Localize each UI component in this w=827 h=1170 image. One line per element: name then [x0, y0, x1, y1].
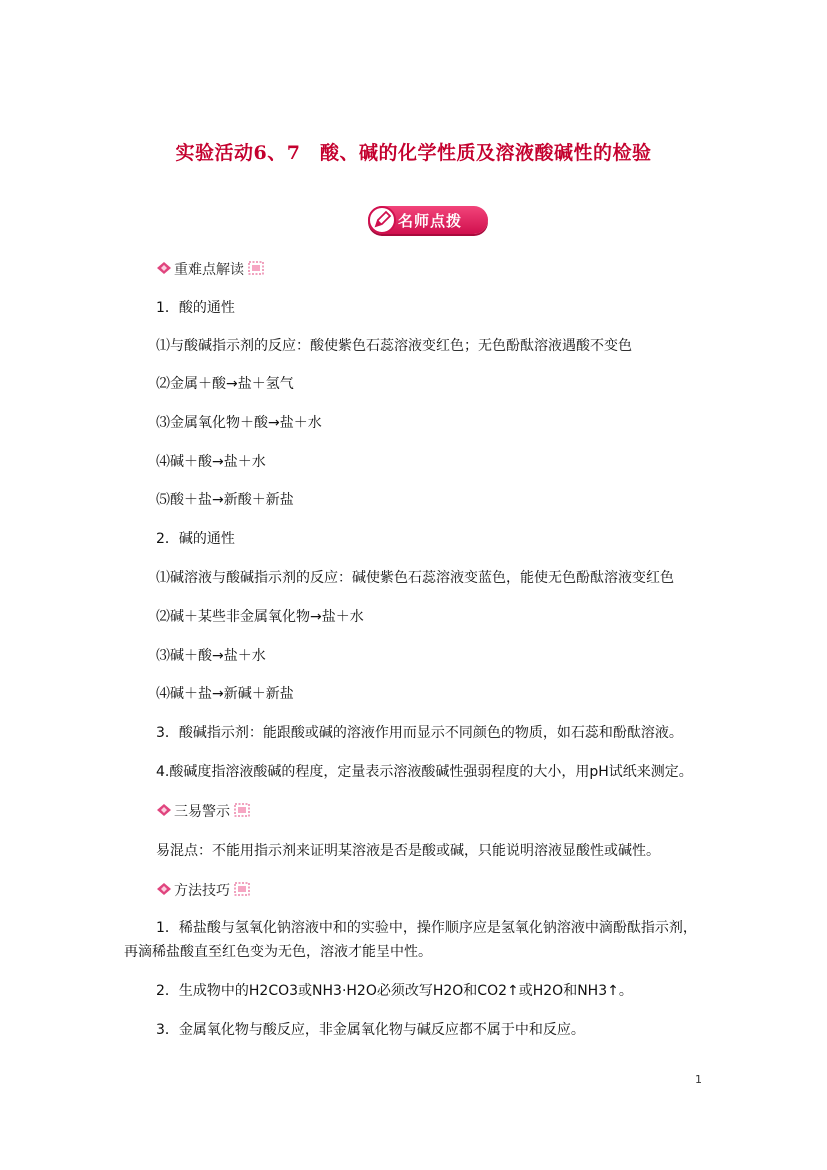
text-line: ⑷碱＋盐→新碱＋新盐 — [156, 686, 294, 702]
text-line: ⑶金属氧化物＋酸→盐＋水 — [156, 415, 322, 431]
text-line: 3．酸碱指示剂：能跟酸或碱的溶液作用而显示不同颜色的物质，如石蕊和酚酞溶液。 — [156, 725, 683, 741]
text-line: 3．金属氧化物与酸反应，非金属氧化物与碱反应都不属于中和反应。 — [156, 1022, 585, 1038]
section-label: 方法技巧 — [174, 883, 230, 899]
text-line: ⑵金属＋酸→盐＋氢气 — [156, 376, 294, 392]
page-number: 1 — [695, 1073, 702, 1086]
section-heading-warnings — [156, 800, 266, 820]
section-label: 重难点解读 — [174, 262, 244, 278]
text-line: 2．生成物中的H2CO3或NH3·H2O必须改写H2O和CO2↑或H2O和NH3↑。 — [156, 983, 633, 999]
text-line: 2．碱的通性 — [156, 531, 235, 547]
page-title: 实验活动6、7 酸、碱的化学性质及溶液酸碱性的检验 — [175, 142, 652, 164]
text-line: 1．稀盐酸与氢氧化钠溶液中和的实验中，操作顺序应是氢氧化钠溶液中滴酚酞指示剂， — [156, 920, 697, 936]
text-line: ⑴与酸碱指示剂的反应：酸使紫色石蕊溶液变红色；无色酚酞溶液遇酸不变色 — [156, 338, 632, 354]
diamond-icon — [156, 261, 172, 275]
text-line: 易混点：不能用指示剂来证明某溶液是否是酸或碱，只能说明溶液显酸性或碱性。 — [156, 843, 660, 859]
text-line: ⑵碱＋某些非金属氧化物→盐＋水 — [156, 609, 364, 625]
diamond-icon — [156, 882, 172, 896]
text-line: ⑷碱＋酸→盐＋水 — [156, 454, 266, 470]
banner-badge — [368, 206, 488, 234]
text-line: 再滴稀盐酸直至红色变为无色，溶液才能呈中性。 — [124, 944, 432, 960]
section-label: 三易警示 — [174, 804, 230, 820]
text-line: ⑴碱溶液与酸碱指示剂的反应：碱使紫色石蕊溶液变蓝色，能使无色酚酞溶液变红色 — [156, 570, 674, 586]
text-line: ⑸酸＋盐→新酸＋新盐 — [156, 492, 294, 508]
section-heading-key-points — [156, 258, 276, 278]
text-line: ⑶碱＋酸→盐＋水 — [156, 648, 266, 664]
text-line: 4.酸碱度指溶液酸碱的程度，定量表示溶液酸碱性强弱程度的大小，用pH试纸来测定。 — [156, 764, 693, 780]
diamond-icon — [156, 803, 172, 817]
section-heading-methods — [156, 879, 266, 899]
banner-label: 名师点拨 — [398, 212, 463, 230]
dotted-square-icon — [248, 261, 264, 275]
dotted-square-icon — [234, 882, 250, 896]
text-line: 1．酸的通性 — [156, 300, 235, 316]
dotted-square-icon — [234, 803, 250, 817]
pencil-icon — [368, 206, 396, 234]
